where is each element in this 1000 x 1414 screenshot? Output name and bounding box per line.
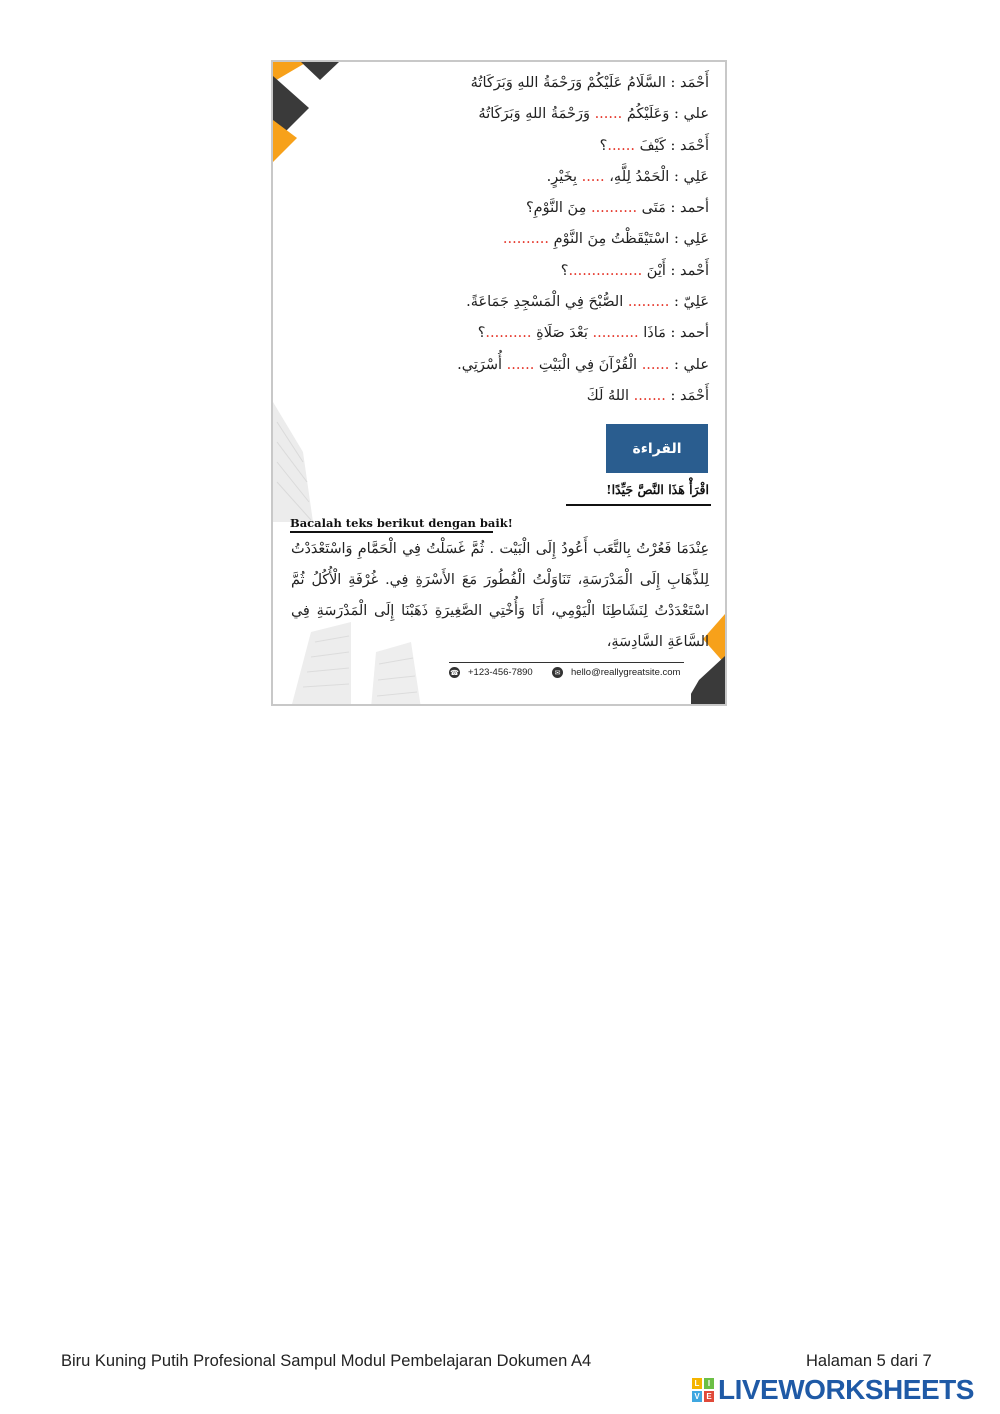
- dialog-line: [289, 99, 709, 130]
- dialog-line: [289, 131, 709, 162]
- email-icon: ✉: [552, 667, 563, 678]
- answer-blank[interactable]: ..........: [502, 231, 550, 248]
- dialog-text: ؟: [560, 262, 569, 279]
- dialog-speaker: عَلِيّ :: [673, 294, 709, 311]
- dialog-speaker: أحمد :: [670, 200, 709, 217]
- answer-blank[interactable]: ......: [641, 356, 670, 373]
- instruction-indonesian: Bacalah teks berikut dengan baik!: [290, 516, 513, 530]
- liveworksheets-logo: [692, 1374, 974, 1406]
- dialog-text: ؟: [477, 325, 486, 342]
- answer-blank[interactable]: ................: [568, 262, 643, 279]
- dialog-speaker: علي :: [673, 106, 709, 123]
- dialog-text: ؟: [599, 137, 608, 154]
- dialog-text: مَاذَا: [638, 325, 671, 342]
- phone-icon: ☎: [449, 667, 460, 678]
- page-indicator: Halaman 5 dari 7: [806, 1352, 932, 1370]
- instruction-arabic-underline: [566, 504, 711, 506]
- document-title: Biru Kuning Putih Profesional Sampul Modul Pembelajaran Dokumen A4: [61, 1352, 592, 1370]
- answer-blank[interactable]: .......: [633, 387, 666, 404]
- dialog-text: السَّلَامُ عَلَيْكُمْ وَرَحْمَةُ اللهِ وَبَرَكَاتُهُ: [470, 75, 671, 91]
- reading-section-label: القراءة: [606, 424, 708, 473]
- dialog-speaker: عَلِي :: [673, 168, 709, 185]
- dialog-text: بِخَيْرٍ.: [546, 168, 582, 185]
- dialog-text: الْقُرْآنَ فِي الْبَيْتِ: [534, 356, 642, 373]
- dialog-text: أَيْنَ: [642, 262, 671, 279]
- dialog-line: [289, 350, 709, 381]
- dialog-line: [289, 256, 709, 287]
- dialog-exercise: [289, 68, 709, 412]
- dialog-text: مَتَى: [637, 200, 671, 217]
- answer-blank[interactable]: .........: [627, 294, 670, 311]
- answer-blank[interactable]: ..........: [590, 200, 638, 217]
- email-address: hello@reallygreatsite.com: [571, 667, 681, 678]
- contact-email: [552, 667, 680, 678]
- answer-blank[interactable]: .....: [581, 168, 605, 185]
- dialog-speaker: أحمد :: [670, 325, 709, 342]
- dialog-speaker: عَلِي :: [673, 231, 709, 248]
- liveworksheets-wordmark: LIVEWORKSHEETS: [718, 1374, 974, 1405]
- dialog-speaker: أَحْمَد :: [670, 387, 709, 404]
- dialog-speaker: أَحْمَد :: [670, 75, 709, 91]
- dialog-text: بَعْدَ صَلَاةِ: [531, 325, 593, 342]
- dialog-text: اللهُ لَكَ: [586, 387, 634, 404]
- dialog-speaker: أَحْمَد :: [670, 137, 709, 154]
- instruction-indonesian-underline: [290, 531, 493, 533]
- dialog-line: [289, 162, 709, 193]
- dialog-line: [289, 224, 709, 255]
- liveworksheets-logo-icon: L I V E: [692, 1378, 714, 1402]
- contact-divider: [449, 662, 684, 663]
- answer-blank[interactable]: ......: [506, 356, 535, 373]
- dialog-text: وَرَحْمَةُ اللهِ وَبَرَكَاتُهُ: [478, 106, 595, 123]
- answer-blank[interactable]: ......: [594, 106, 623, 123]
- worksheet-page: [271, 60, 727, 706]
- dialog-line: [289, 287, 709, 318]
- dialog-text: الصُّبْحَ فِي الْمَسْجِدِ جَمَاعَةً.: [466, 294, 628, 311]
- reading-passage: عِنْدَمَا فَعُرْتُ بِالتَّعَب أَعُودُ إِلَى الْبَيْت . ثُمَّ غَسَلْتُ فِي الْحَمَّامِ وَاسْتَعْدَدْتُ لِلذَّهَابِ إِلَى الْمَدْرَسَةِ، تَنَاوَلْتُ الْفُطُورَ مَعَ الأَسْرَةِ فِي. غُرْفَةِ الْأُكُلُ ثُمَّ اسْتَعْدَدْتُ لِنَشَاطِنَا الْيَوْمِي، أَنَا وَأُخْتِي الصَّغِيرَةِ ذَهَبْنَا إِلَى الْمَدْرَسَةِ فِي السَّاعَةِ السَّادِسَةِ،: [291, 541, 709, 650]
- dialog-text: الْحَمْدُ لِلَّهِ،: [604, 168, 674, 185]
- dialog-speaker: علي :: [673, 356, 709, 373]
- answer-blank[interactable]: ..........: [592, 325, 639, 342]
- answer-blank[interactable]: ......: [607, 137, 635, 154]
- dialog-line: [289, 381, 709, 412]
- dialog-line: [289, 193, 709, 224]
- dialog-text: أُسْرَتِي.: [457, 356, 507, 373]
- phone-number: +123-456-7890: [468, 667, 533, 678]
- dialog-speaker: أَحْمد :: [670, 262, 709, 279]
- dialog-line: [289, 318, 709, 349]
- dialog-text: كَيْفَ: [635, 137, 671, 154]
- dialog-line: [289, 68, 709, 99]
- dialog-text: مِنَ النَّوْمِ؟: [525, 200, 591, 217]
- answer-blank[interactable]: ..........: [485, 325, 532, 342]
- dialog-text: اسْتَيْقَظْتُ مِنَ النَّوْمِ: [549, 231, 674, 248]
- dialog-text: وَعَلَيْكُمُ: [622, 106, 674, 123]
- instruction-arabic: اقْرَأْ هَذَا النَّصَّ جَيِّدًا!: [606, 482, 709, 497]
- contact-phone: [449, 667, 533, 678]
